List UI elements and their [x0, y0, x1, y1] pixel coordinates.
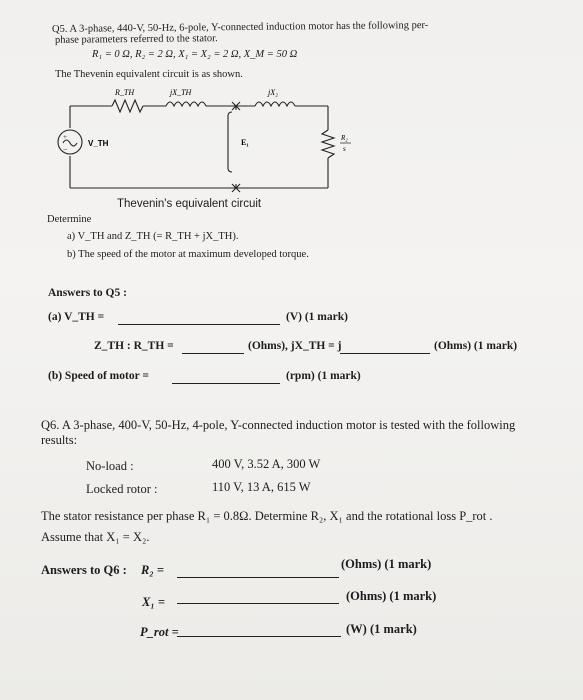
q6-stator-line: The stator resistance per phase R₁ = 0.8Ω. Determine R₂, X₁ and the rotational loss P_rot . [41, 509, 493, 523]
q5-ans-z-unit1: (Ohms), jX_TH = j [248, 340, 342, 352]
svg-text:+: + [63, 133, 67, 141]
q5-part-a: a) V_TH and Z_TH (= R_TH + jX_TH). [67, 231, 239, 242]
r2s-denominator: s [343, 145, 346, 153]
q6-intro-line1: Q6. A 3-phase, 400-V, 50-Hz, 4-pole, Y-connected induction motor is tested with the following [41, 418, 516, 432]
xth-inductor [166, 102, 206, 106]
q5-ans-xth-blank[interactable] [340, 353, 430, 354]
e1-bracket [228, 112, 232, 172]
q6-locked-label: Locked rotor : [86, 482, 158, 496]
q5-answers-title: Answers to Q5 : [48, 287, 127, 299]
q6-x1-unit: (Ohms) (1 mark) [346, 589, 437, 603]
q6-x1-blank[interactable] [177, 603, 339, 604]
q5-intro-line1: Q5. A 3-phase, 440-V, 50-Hz, 6-pole, Y-connected induction motor has the following per- [51, 20, 429, 35]
q6-answers-title: Answers to Q6 : [41, 563, 127, 577]
rth-resistor [112, 100, 143, 112]
q5-ans-b-unit: (rpm) (1 mark) [286, 370, 361, 382]
q5-ans-z-label: Z_TH : R_TH = [94, 340, 174, 352]
q6-intro-line2: results: [41, 433, 78, 447]
x2-inductor [255, 102, 295, 106]
q6-prot-blank[interactable] [177, 636, 341, 637]
thevenin-circuit-diagram [0, 80, 583, 220]
circuit-caption: Thevenin's equivalent circuit [117, 198, 262, 210]
q5-ans-b-blank[interactable] [172, 383, 280, 384]
q6-locked-value: 110 V, 13 A, 615 W [212, 480, 311, 494]
q6-r2-unit: (Ohms) (1 mark) [341, 557, 432, 571]
q5-ans-a-blank[interactable] [118, 324, 280, 325]
q6-noload-value: 400 V, 3.52 A, 300 W [212, 457, 321, 471]
svg-text:−: − [63, 145, 68, 154]
xth-label: jX_TH [170, 88, 192, 97]
q5-part-b: b) The speed of the motor at maximum developed torque. [67, 249, 309, 260]
rth-label: R_TH [115, 88, 135, 97]
q5-ans-a-unit: (V) (1 mark) [286, 311, 348, 323]
vth-label: V_TH [88, 139, 109, 148]
q6-prot-unit: (W) (1 mark) [346, 622, 417, 636]
q6-prot-label: P_rot = [140, 625, 179, 639]
q5-intro-line2: phase parameters referred to the stator. [54, 33, 218, 46]
q5-ans-z-unit2: (Ohms) (1 mark) [434, 340, 518, 352]
q5-ans-rth-blank[interactable] [182, 353, 244, 354]
e1-label: E₁ [241, 138, 249, 147]
q6-x1-label: X₁ = [142, 595, 165, 609]
q5-ans-a-label: (a) V_TH = [48, 311, 105, 323]
r2s-resistor [322, 130, 334, 158]
q6-noload-label: No-load : [86, 459, 134, 473]
q6-r2-blank[interactable] [177, 577, 339, 578]
r2s-numerator: R₂ [341, 134, 348, 142]
q5-params: R₁ = 0 Ω, R₂ = 2 Ω, X₁ = X₂ = 2 Ω, X_M = 50 Ω [92, 49, 298, 60]
q5-determine: Determine [47, 214, 92, 225]
q5-ans-b-label: (b) Speed of motor = [48, 370, 149, 382]
q6-assume-line: Assume that X₁ = X₂. [41, 530, 150, 544]
x2-label: jX₂ [268, 88, 278, 97]
q5-thevenin-intro: The Thevenin equivalent circuit is as shown. [55, 69, 243, 80]
q6-r2-label: R₂ = [141, 563, 164, 577]
